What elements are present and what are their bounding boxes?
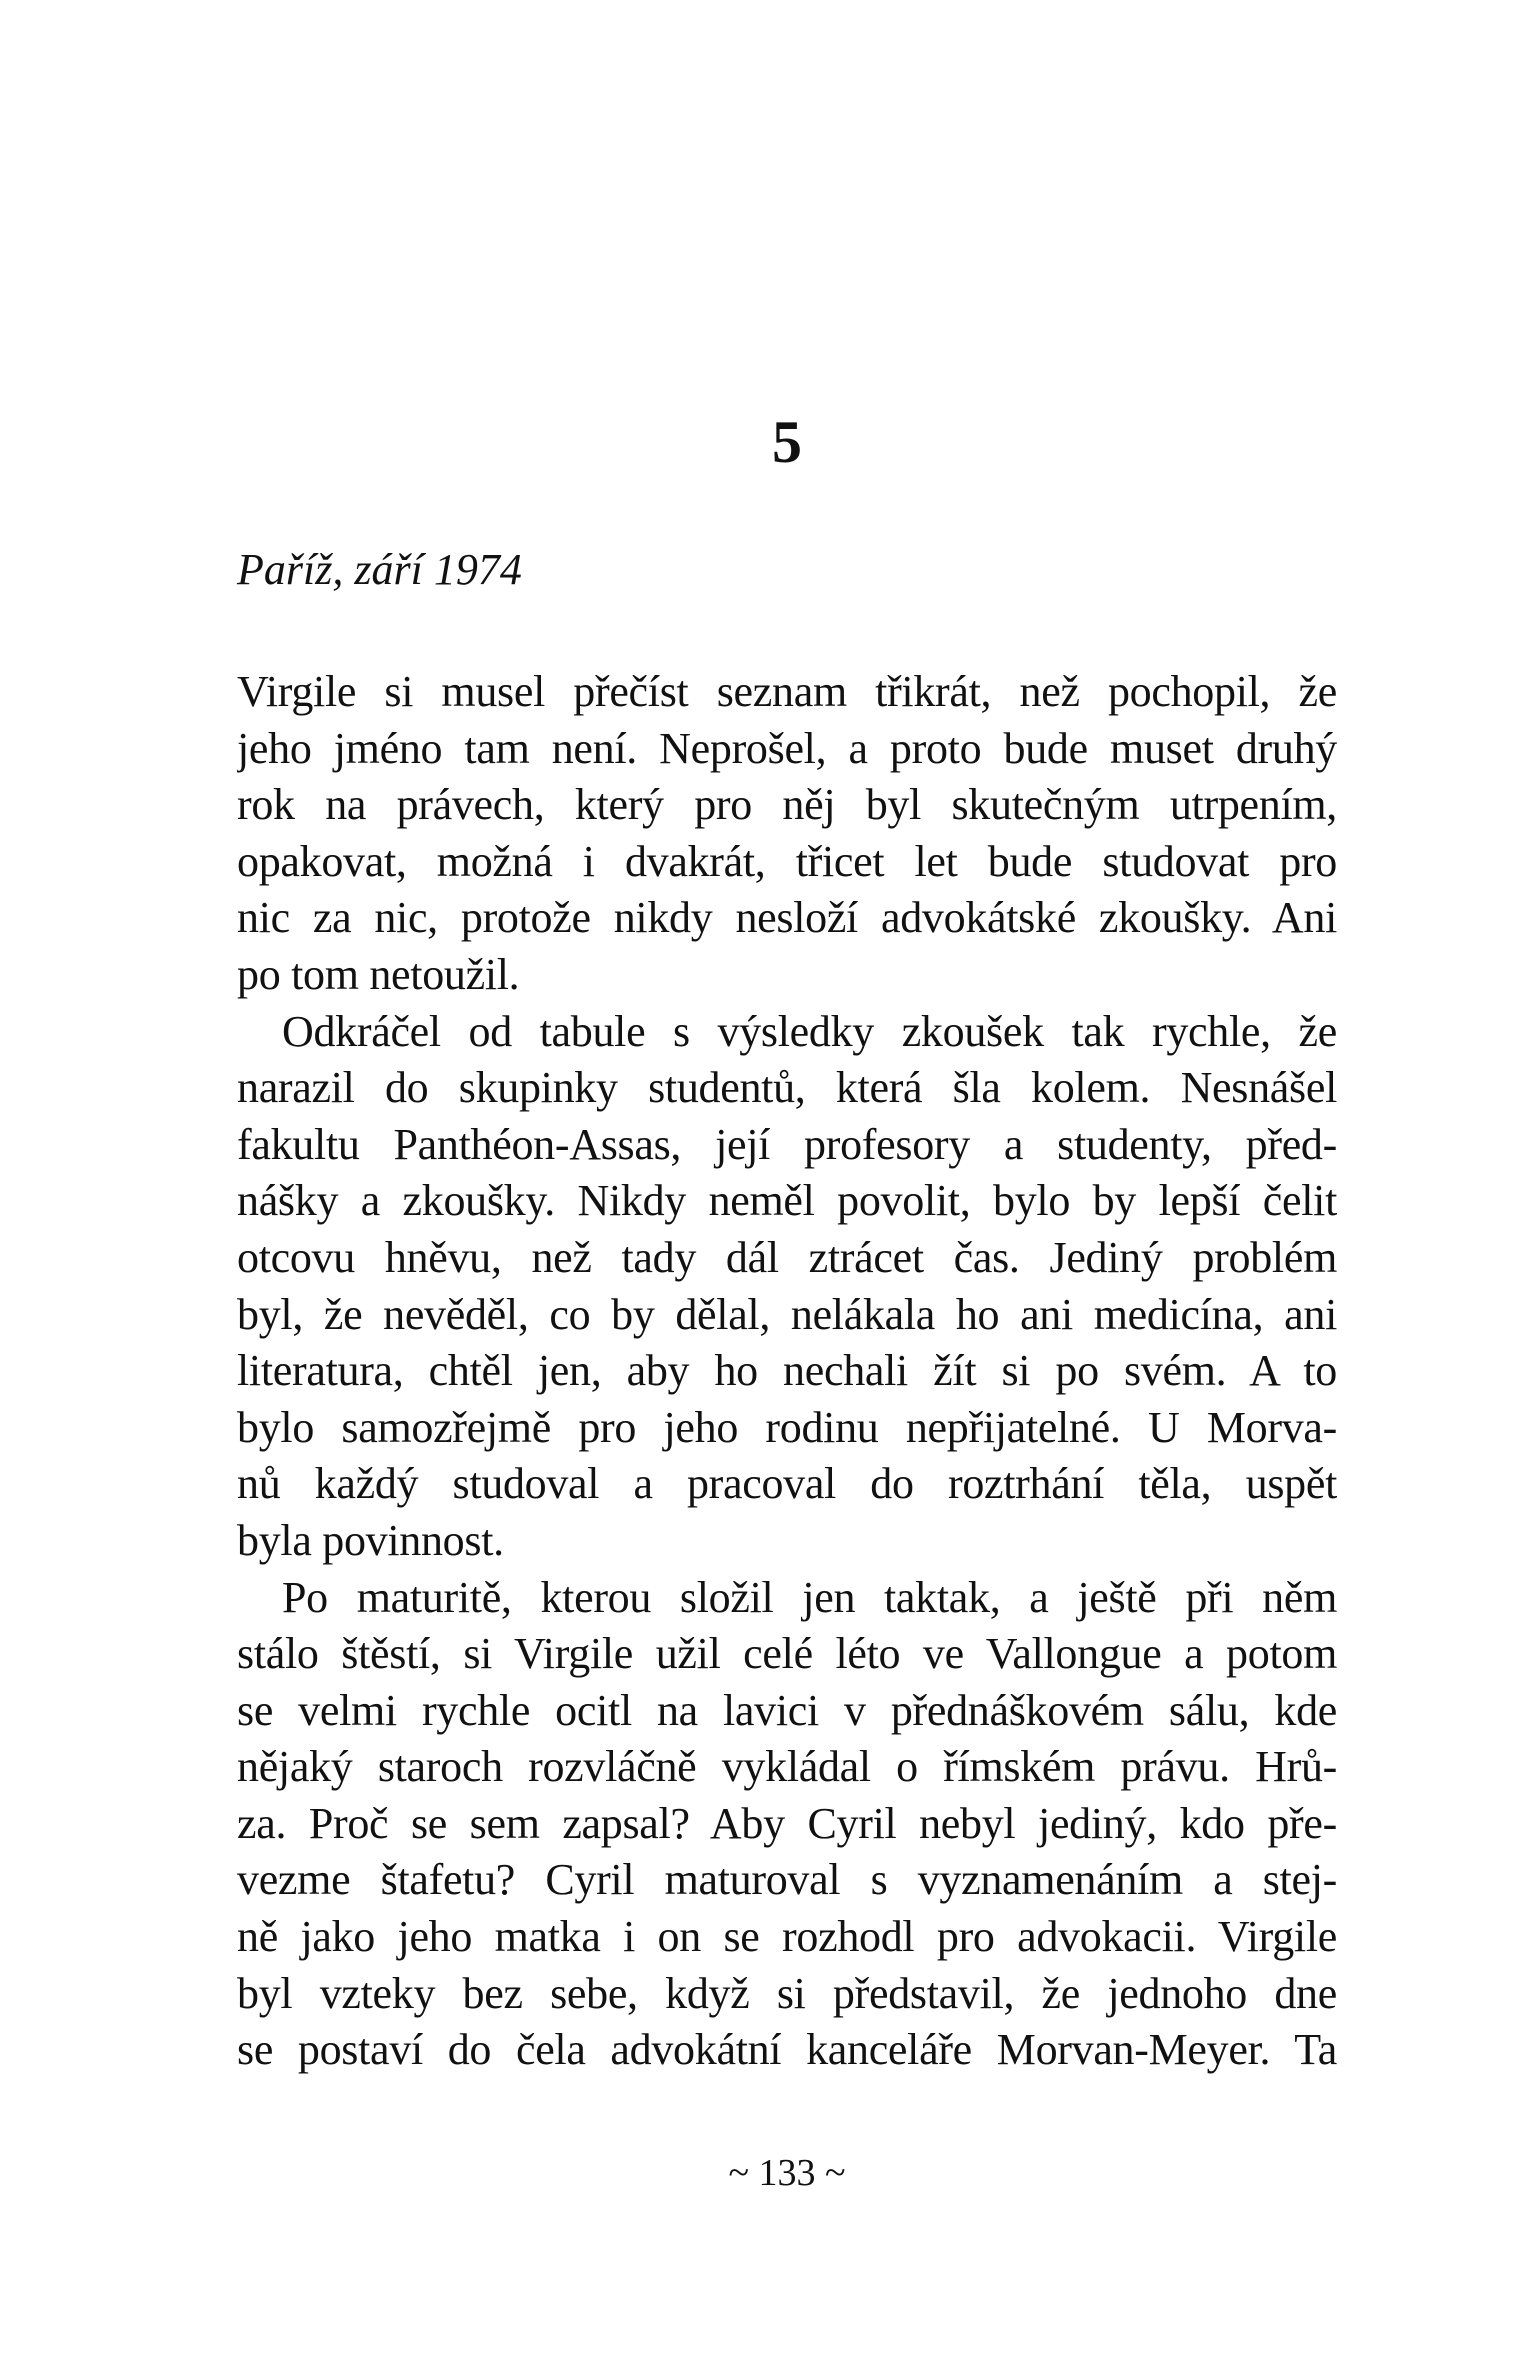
- body-line: byl, že nevěděl, co by dělal, nelákala ho ani medicína, ani: [237, 1289, 1337, 1339]
- body-line: fakultu Panthéon-Assas, její profesory a studenty, před-: [237, 1119, 1337, 1169]
- chapter-number: 5: [772, 409, 802, 475]
- body-line: jeho jméno tam není. Neprošel, a proto bude muset druhý: [237, 723, 1337, 773]
- body-line: za. Proč se sem zapsal? Aby Cyril nebyl jediný, kdo pře-: [237, 1798, 1337, 1848]
- body-line: literatura, chtěl jen, aby ho nechali žít si po svém. A to: [237, 1346, 1337, 1396]
- body-line: Po maturitě, kterou složil jen taktak, a ještě při něm: [282, 1572, 1337, 1622]
- body-line: rok na právech, který pro něj byl skutečným utrpením,: [237, 780, 1337, 830]
- body-line: Odkráčel od tabule s výsledky zkoušek tak rychle, že: [282, 1006, 1337, 1056]
- body-text: [237, 664, 1337, 2079]
- body-line: nic za nic, protože nikdy nesloží advokátské zkoušky. Ani: [237, 893, 1337, 943]
- body-line: Virgile si musel přečíst seznam třikrát, než pochopil, že: [237, 667, 1337, 716]
- page-number: ~ 133 ~: [728, 2152, 846, 2194]
- body-line: ně jako jeho matka i on se rozhodl pro advokacii. Virgile: [237, 1912, 1337, 1962]
- body-line: nášky a zkoušky. Nikdy neměl povolit, bylo by lepší čelit: [237, 1176, 1337, 1226]
- dateline: Paříž, září 1974: [237, 545, 522, 594]
- body-line: narazil do skupinky studentů, která šla kolem. Nesnášel: [237, 1063, 1337, 1113]
- body-line: se velmi rychle ocitl na lavici v přednáškovém sálu, kde: [237, 1685, 1337, 1735]
- body-line: byla povinnost.: [237, 1515, 504, 1565]
- body-line: stálo štěstí, si Virgile užil celé léto ve Vallongue a potom: [237, 1629, 1337, 1679]
- body-line: nějaký staroch rozvláčně vykládal o římském právu. Hrů-: [237, 1742, 1337, 1792]
- body-line: se postaví do čela advokátní kanceláře Morvan-Meyer. Ta: [237, 2025, 1337, 2075]
- body-line: vezme štafetu? Cyril maturoval s vyznamenáním a stej-: [237, 1855, 1337, 1905]
- body-line: nů každý studoval a pracoval do roztrhání těla, uspět: [237, 1459, 1337, 1509]
- body-line: bylo samozřejmě pro jeho rodinu nepřijatelné. U Morva-: [237, 1402, 1337, 1452]
- body-line: po tom netoužil.: [237, 949, 520, 999]
- body-line: byl vzteky bez sebe, když si představil, že jednoho dne: [237, 1968, 1337, 2018]
- body-line: otcovu hněvu, než tady dál ztrácet čas. Jediný problém: [237, 1232, 1337, 1282]
- body-line: opakovat, možná i dvakrát, třicet let bude studovat pro: [237, 836, 1337, 886]
